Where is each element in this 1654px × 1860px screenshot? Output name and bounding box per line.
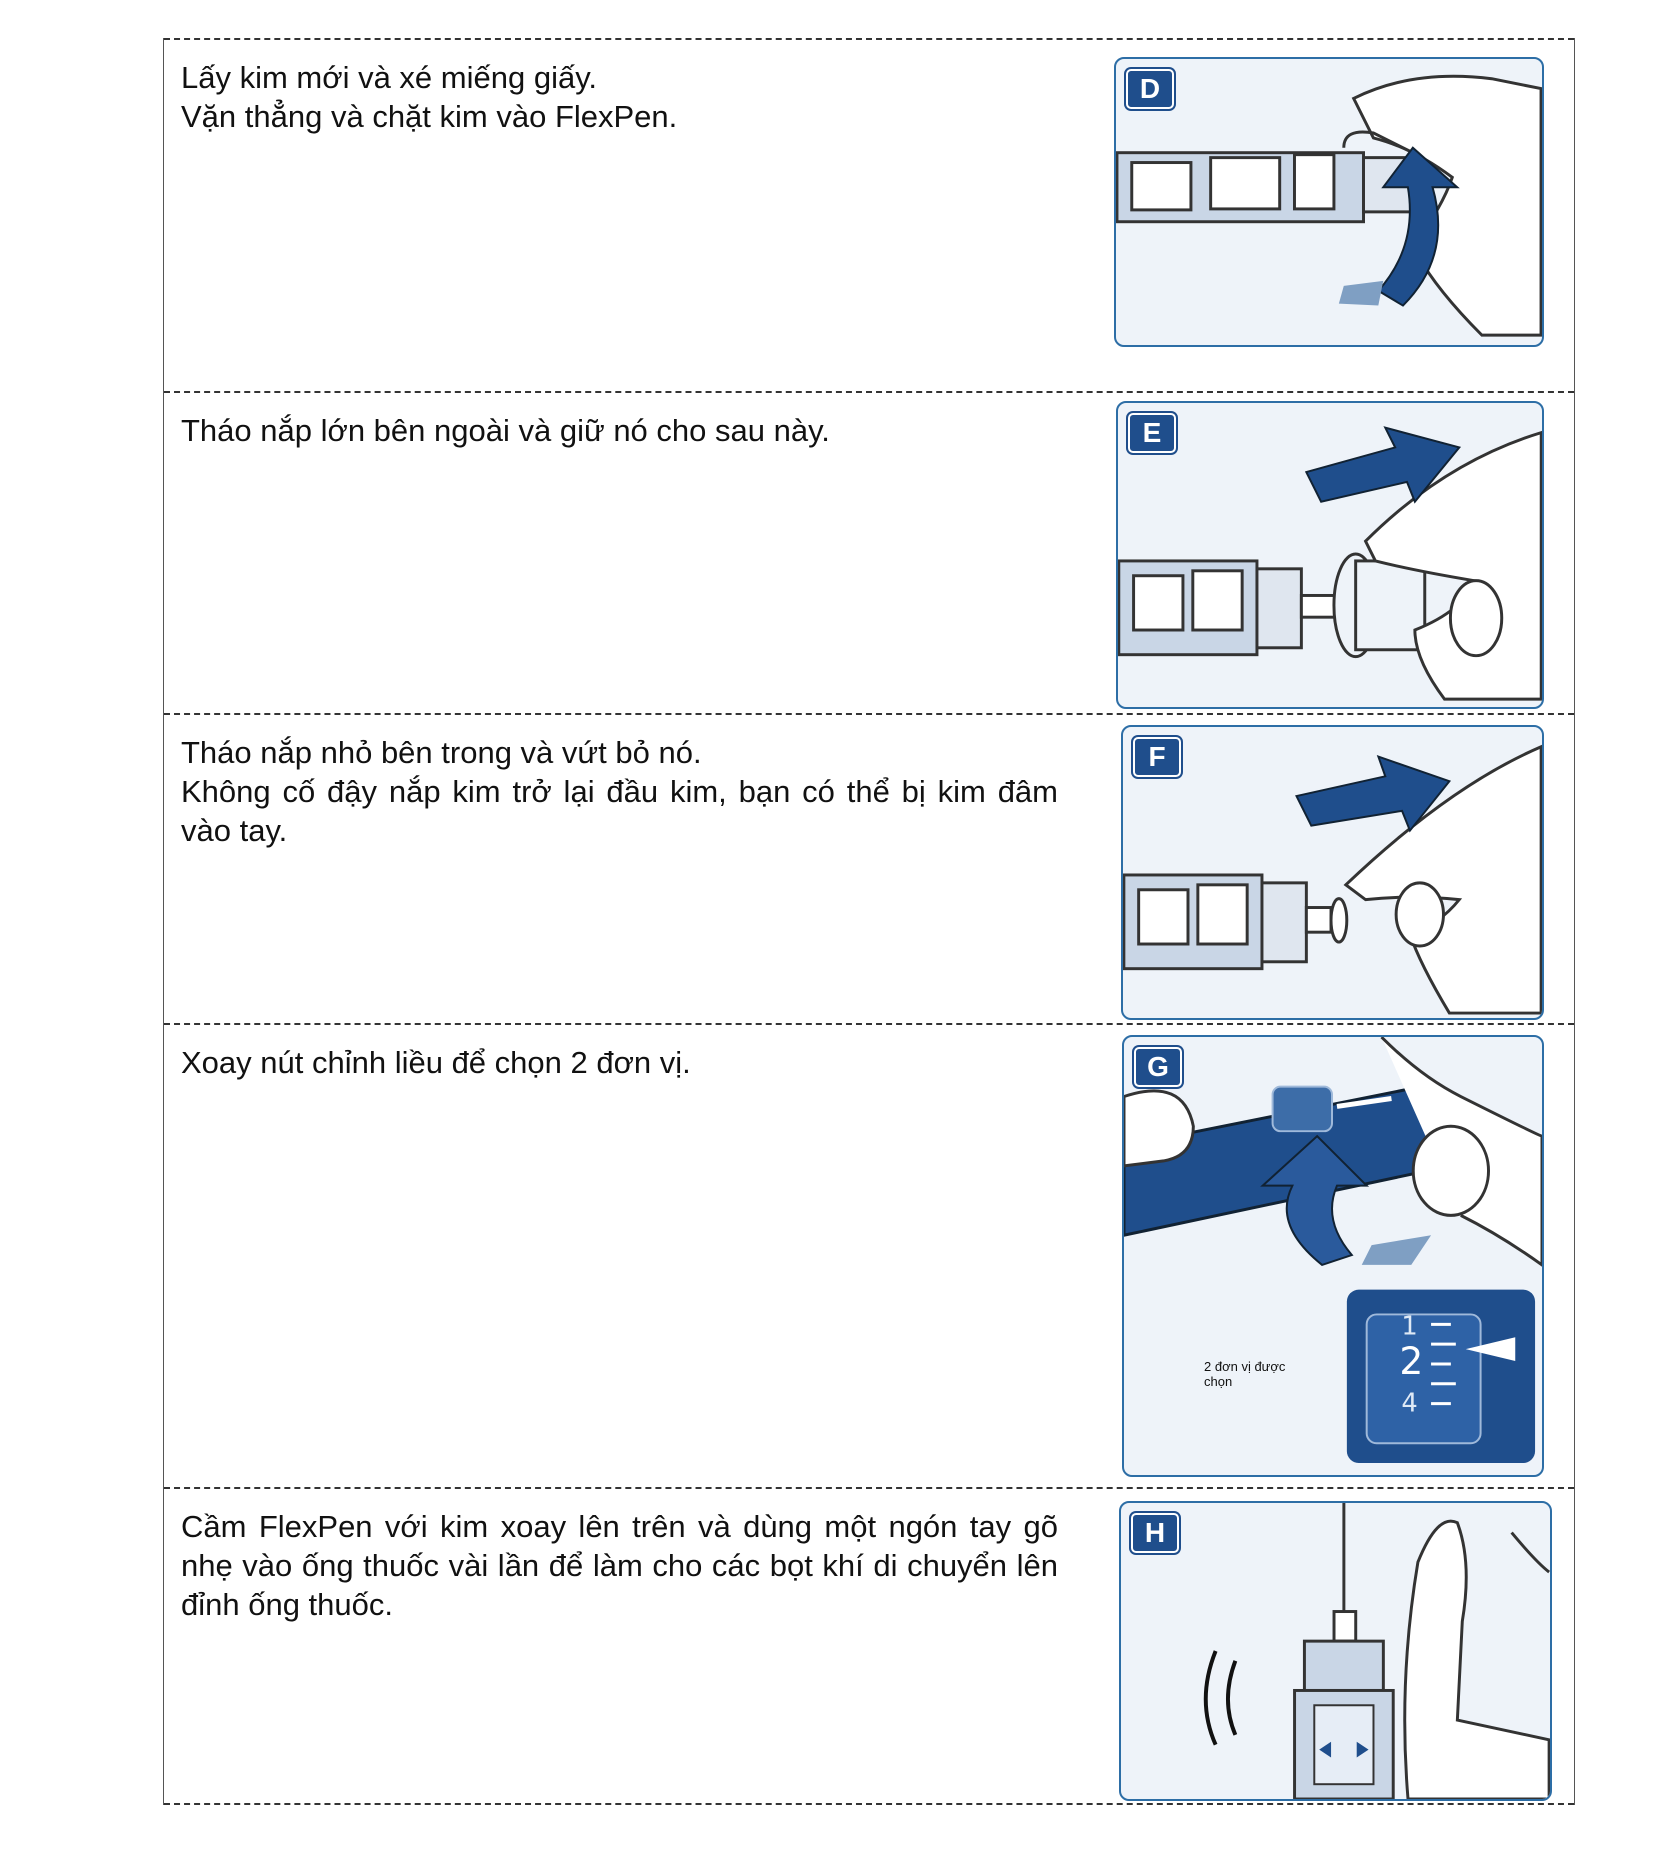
pen-attach-needle-drawing (1116, 59, 1542, 345)
step-e-badge: E (1128, 413, 1176, 453)
step-f-line-1: Tháo nắp nhỏ bên trong và vứt bỏ nó. (181, 735, 702, 770)
step-h-badge: H (1131, 1513, 1179, 1553)
step-f-badge: F (1133, 737, 1181, 777)
step-f-text (181, 733, 1058, 850)
step-f-illustration (1121, 725, 1544, 1020)
step-e-line-1: Tháo nắp lớn bên ngoài và giữ nó cho sau này. (181, 413, 830, 448)
step-row-h (164, 1487, 1574, 1805)
dose-callout: 2 đơn vị được chọn (1204, 1359, 1286, 1389)
step-h-illustration (1119, 1501, 1552, 1801)
pen-tap-cartridge-drawing (1121, 1503, 1550, 1799)
step-g-illustration (1122, 1035, 1544, 1477)
step-g-badge: G (1134, 1047, 1182, 1087)
step-e-illustration (1116, 401, 1544, 709)
step-g-text (181, 1043, 1058, 1082)
step-row-f (164, 713, 1574, 1023)
step-d-text (181, 58, 1058, 136)
pen-remove-inner-cap-drawing (1123, 727, 1542, 1018)
pen-remove-outer-cap-drawing (1118, 403, 1542, 707)
step-row-e (164, 391, 1574, 713)
dial-digit-4: 4 (1401, 1388, 1418, 1419)
dial-digit-1: 1 (1401, 1311, 1418, 1342)
step-d-line-2: Vặn thẳng và chặt kim vào FlexPen. (181, 99, 678, 134)
instruction-table (163, 38, 1575, 1805)
pen-dial-dose-drawing (1124, 1037, 1542, 1475)
step-f-line-2: Không cố đậy nắp kim trở lại đầu kim, bạn có thể bị kim đâm vào tay. (181, 774, 1058, 848)
step-row-g (164, 1023, 1574, 1487)
step-h-text (181, 1507, 1058, 1624)
step-row-d (164, 38, 1574, 391)
step-g-line-1: Xoay nút chỉnh liều để chọn 2 đơn vị. (181, 1045, 691, 1080)
step-h-line-1: Cầm FlexPen với kim xoay lên trên và dùng một ngón tay gõ nhẹ vào ống thuốc vài lần để làm cho các bọt khí di chuyển lên đỉnh ống thuốc. (181, 1509, 1058, 1622)
step-d-badge: D (1126, 69, 1174, 109)
step-d-illustration (1114, 57, 1544, 347)
step-e-text (181, 411, 1058, 450)
dial-digit-2: 2 (1399, 1338, 1424, 1383)
step-d-line-1: Lấy kim mới và xé miếng giấy. (181, 60, 598, 95)
